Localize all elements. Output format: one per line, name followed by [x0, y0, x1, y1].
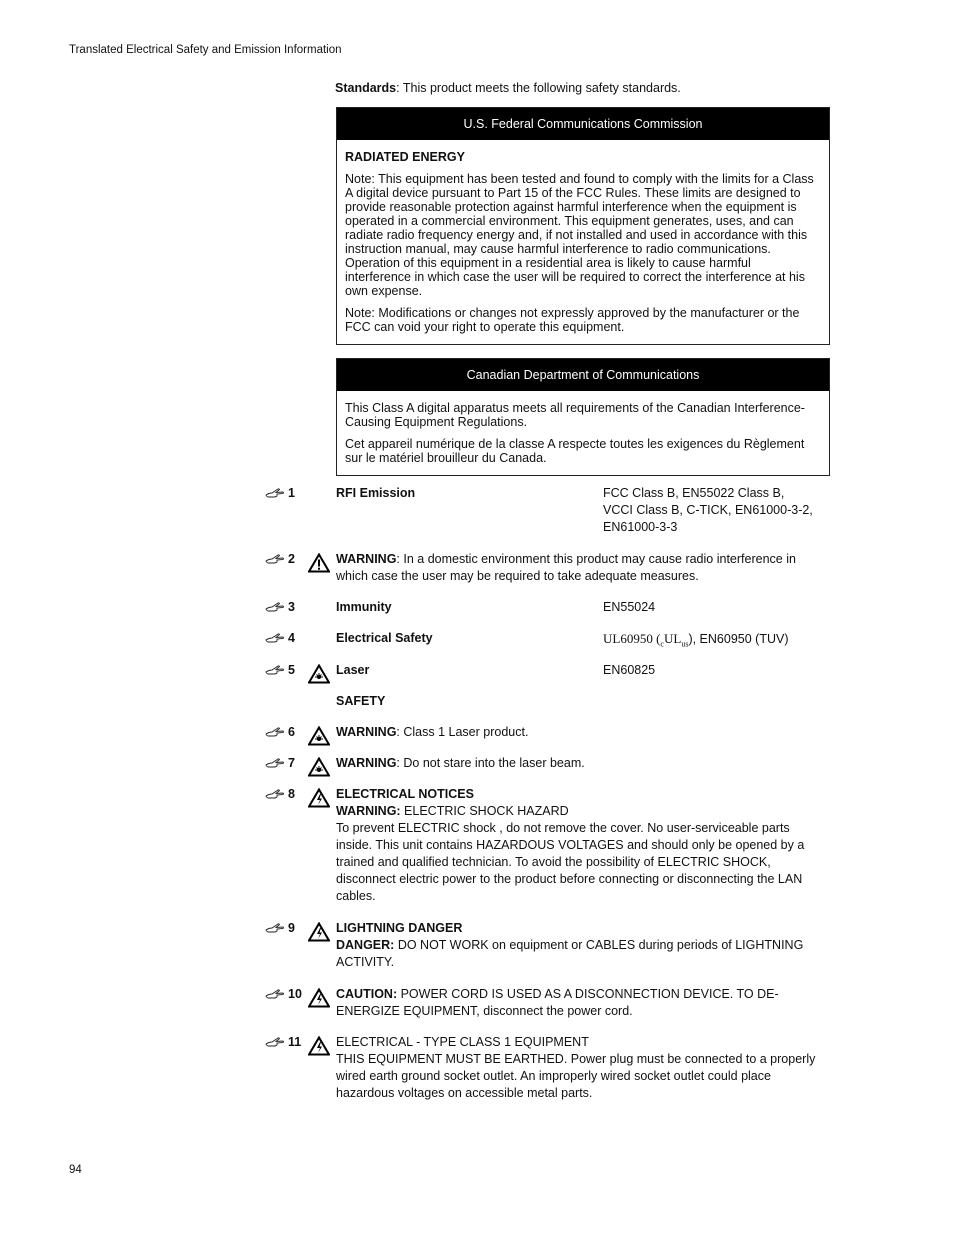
item-value: EN55024 — [603, 600, 656, 614]
item-body: : Class 1 Laser product. — [396, 725, 529, 739]
ul-us-mark: us — [681, 639, 689, 649]
item-value — [603, 630, 833, 653]
item-text — [336, 986, 826, 1020]
pointing-hand-icon — [265, 1035, 285, 1047]
item-number: 2 — [288, 552, 295, 566]
item-label: Electrical Safety — [336, 631, 433, 645]
value-line: EN61000-3-3 — [603, 520, 678, 534]
pointing-hand-icon — [265, 663, 285, 675]
pointing-hand-icon — [265, 756, 285, 768]
item-number: 3 — [288, 600, 295, 614]
electric-shock-warning-icon — [308, 922, 330, 942]
running-head: Translated Electrical Safety and Emission Information — [69, 44, 342, 56]
item-number: 9 — [288, 921, 295, 935]
item-number: 7 — [288, 756, 295, 770]
item-text — [336, 755, 826, 772]
item-value — [603, 485, 833, 536]
value-line: VCCI Class B, C-TICK, EN61000-3-2, — [603, 503, 813, 517]
item-value: EN60825 — [603, 663, 656, 677]
ul-mark: UL — [663, 631, 682, 646]
item-number: 5 — [288, 663, 295, 677]
item-label: WARNING — [336, 552, 397, 566]
item-text — [336, 920, 826, 971]
item-body: : In a domestic environment this product may cause radio interference in which case the user may be required to take adequate measures. — [336, 552, 796, 583]
pointing-hand-icon — [265, 486, 285, 498]
canada-box — [336, 358, 830, 476]
item-body: POWER CORD IS USED AS A DISCONNECTION DEVICE. TO DE-ENERGIZE EQUIPMENT, disconnect the power cord. — [336, 987, 779, 1018]
item-label: Immunity — [336, 600, 392, 614]
pointing-hand-icon — [265, 787, 285, 799]
ul-c-mark: c — [660, 639, 664, 649]
pointing-hand-icon — [265, 725, 285, 737]
canada-box-header: Canadian Department of Communications — [337, 359, 829, 391]
electric-shock-warning-icon — [308, 1036, 330, 1056]
item-body: : Do not stare into the laser beam. — [396, 756, 585, 770]
item-number: 6 — [288, 725, 295, 739]
item-body: To prevent ELECTRIC shock , do not remove the cover. No user-serviceable parts inside. This unit contains HAZARDOUS VOLTAGES and should only be opened by a trained and qualified technician. To avoid the possibility of ELECTRIC SHOCK, disconnect electric power to the product before connecting or disconnecting the LAN cables. — [336, 821, 805, 903]
standards-text: : This product meets the following safety standards. — [396, 81, 681, 95]
canada-text-fr: Cet appareil numérique de la classe A respecte toutes les exigences du Règlement sur le matériel brouilleur du Canada. — [345, 437, 805, 465]
standards-intro — [335, 81, 681, 95]
fcc-note-2: Note: Modifications or changes not expressly approved by the manufacturer or the FCC can void your right to operate this equipment. — [345, 306, 800, 334]
item-number: 10 — [288, 987, 302, 1001]
laser-warning-icon — [308, 664, 330, 684]
ul-standard: UL60950 ( — [603, 631, 661, 646]
item-text — [336, 551, 826, 585]
item-title: ELECTRICAL - TYPE CLASS 1 EQUIPMENT — [336, 1035, 589, 1049]
item-label: DANGER: — [336, 938, 395, 952]
electric-shock-warning-icon — [308, 988, 330, 1008]
standards-label: Standards — [335, 81, 397, 95]
pointing-hand-icon — [265, 987, 285, 999]
item-body: DO NOT WORK on equipment or CABLES during periods of LIGHTNING ACTIVITY. — [336, 938, 804, 969]
pointing-hand-icon — [265, 921, 285, 933]
item-text — [336, 786, 826, 905]
pointing-hand-icon — [265, 631, 285, 643]
page-number: 94 — [69, 1164, 82, 1176]
laser-warning-icon — [308, 726, 330, 746]
item-label: RFI Emission — [336, 486, 416, 500]
item-number: 4 — [288, 631, 295, 645]
canada-text-en: This Class A digital apparatus meets all requirements of the Canadian Interference-Causing Equipment Regulations. — [345, 401, 805, 429]
item-label: WARNING — [336, 756, 397, 770]
item-number: 8 — [288, 787, 295, 801]
item-label: CAUTION: — [336, 987, 398, 1001]
fcc-heading: RADIATED ENERGY — [345, 150, 465, 164]
safety-heading: SAFETY — [336, 694, 386, 708]
item-text — [336, 724, 826, 741]
pointing-hand-icon — [265, 552, 285, 564]
item-body: THIS EQUIPMENT MUST BE EARTHED. Power plug must be connected to a properly wired earth ground socket outlet. An improperly wired socket outlet could place hazardous voltages on accessible metal parts. — [336, 1052, 816, 1100]
fcc-note-1: Note: This equipment has been tested and found to comply with the limits for a Class A digital device pursuant to Part 15 of the FCC Rules. These limits are designed to provide reasonable protection against harmful interference when the equipment is operated in a commercial environment. This equipment generates, uses, and can radiate radio frequency energy and, if not installed and used in accordance with this instruction manual, may cause harmful interference to radio communications. Operation of this equipment in a residential area is likely to cause harmful interference in which case the user will be required to correct the interference at his own expense. — [345, 172, 814, 298]
warning-exclamation-icon — [308, 553, 330, 573]
item-title: ELECTRICAL NOTICES — [336, 787, 474, 801]
item-text — [336, 1034, 826, 1102]
item-number: 11 — [288, 1035, 302, 1049]
item-subtitle: ELECTRIC SHOCK HAZARD — [400, 804, 569, 818]
pointing-hand-icon — [265, 600, 285, 612]
item-label: Laser — [336, 663, 370, 677]
ul-rest: ), EN60950 (TUV) — [688, 632, 789, 646]
item-title: LIGHTNING DANGER — [336, 921, 463, 935]
item-number: 1 — [288, 486, 295, 500]
laser-warning-icon — [308, 757, 330, 777]
fcc-box — [336, 107, 830, 345]
item-label: WARNING — [336, 725, 397, 739]
value-line: FCC Class B, EN55022 Class B, — [603, 486, 785, 500]
electric-shock-warning-icon — [308, 788, 330, 808]
item-label: WARNING: — [336, 804, 401, 818]
fcc-box-header: U.S. Federal Communications Commission — [337, 108, 829, 140]
